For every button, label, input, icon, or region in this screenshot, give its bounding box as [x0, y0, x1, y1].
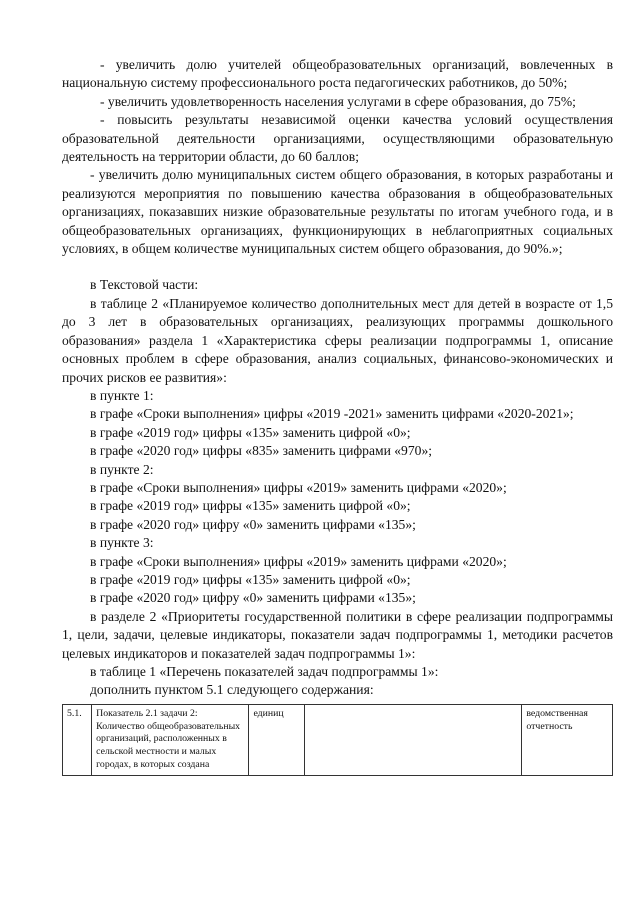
indicators-table: [62, 704, 613, 776]
paragraph-item1-2019: в графе «2019 год» цифры «135» заменить цифрой «0»;: [90, 424, 411, 440]
paragraph-item1: в пункте 1:: [90, 387, 154, 403]
paragraph-satisfaction: - увеличить удовлетворенность населения услугами в сфере образования, до 75%;: [100, 93, 576, 109]
paragraph-item2-2020: в графе «2020 год» цифру «0» заменить цифрами «135»;: [90, 516, 416, 532]
unit-cell: единиц: [249, 704, 304, 775]
paragraph-item3: в пункте 3:: [90, 535, 154, 551]
row-number-cell: 5.1.: [63, 704, 92, 775]
paragraph-teachers-share: - увеличить долю учителей общеобразовательных организаций, вовлеченных в национальную систему профессионального роста педагогических работников, до 50%;: [62, 57, 613, 91]
paragraph-add-item: дополнить пунктом 5.1 следующего содержания:: [90, 682, 374, 698]
paragraph-table2: в таблице 2 «Планируемое количество дополнительных мест для детей в возрасте от 1,5 до 3 лет в образовательных организациях, реализующих программы дошкольного образования» раздела 1 «Характеристика сферы реализации подпрограммы 1, описание основных проблем в сфере образования, анализ социальных, финансово-экономических и прочих рисков ее развития»:: [62, 295, 613, 385]
paragraph-item3-2019: в графе «2019 год» цифры «135» заменить цифрой «0»;: [90, 571, 411, 587]
paragraph-section2: в разделе 2 «Приоритеты государственной политики в сфере реализации подпрограммы 1, цели, задачи, целевые индикаторы, показатели задач подпрограммы 1, методики расчетов целевых индикаторов и показателей задач подпрограммы 1»:: [62, 608, 613, 661]
paragraph-item2-2019: в графе «2019 год» цифры «135» заменить цифрой «0»;: [90, 498, 411, 514]
paragraph-item2: в пункте 2:: [90, 461, 154, 477]
indicator-name-cell: Показатель 2.1 задачи 2: Количество общеобразовательных организаций, расположенных в сельской местности и малых городах, в которых создана: [92, 704, 249, 775]
paragraph-gap: [62, 258, 613, 276]
paragraph-item1-2020: в графе «2020 год» цифры «835» заменить цифрами «970»;: [90, 443, 433, 459]
paragraph-item1-deadlines: в графе «Сроки выполнения» цифры «2019 -2021» заменить цифрами «2020-2021»;: [90, 406, 574, 422]
paragraph-text-part: в Текстовой части:: [90, 277, 199, 293]
paragraph-item3-2020: в графе «2020 год» цифру «0» заменить цифрами «135»;: [90, 590, 416, 606]
paragraph-independent-assessment: - повысить результаты независимой оценки качества условий осуществления образовательной деятельности организациями, осуществляющими образовательную деятельность на территории области, до 60 баллов;: [62, 112, 613, 165]
paragraph-item3-deadlines: в графе «Сроки выполнения» цифры «2019» заменить цифрами «2020»;: [90, 553, 507, 569]
document-page: [62, 56, 613, 776]
paragraph-item2-deadlines: в графе «Сроки выполнения» цифры «2019» заменить цифрами «2020»;: [90, 479, 507, 495]
data-source-cell: ведомственная отчетность: [522, 704, 613, 775]
table-row: [63, 704, 613, 775]
calculation-method-cell: [304, 704, 522, 775]
paragraph-municipal-systems: - увеличить долю муниципальных систем общего образования, в которых разработаны и реализуются мероприятия по повышению качества образования в общеобразовательных организациях, показавших низкие образовательные результаты по итогам учебного года, и в общеобразовательных организациях, функционирующих в неблагоприятных социальных условиях, в общем количестве муниципальных систем общего образования, до 90%.»;: [62, 167, 613, 257]
paragraph-table1: в таблице 1 «Перечень показателей задач подпрограммы 1»:: [90, 664, 439, 679]
